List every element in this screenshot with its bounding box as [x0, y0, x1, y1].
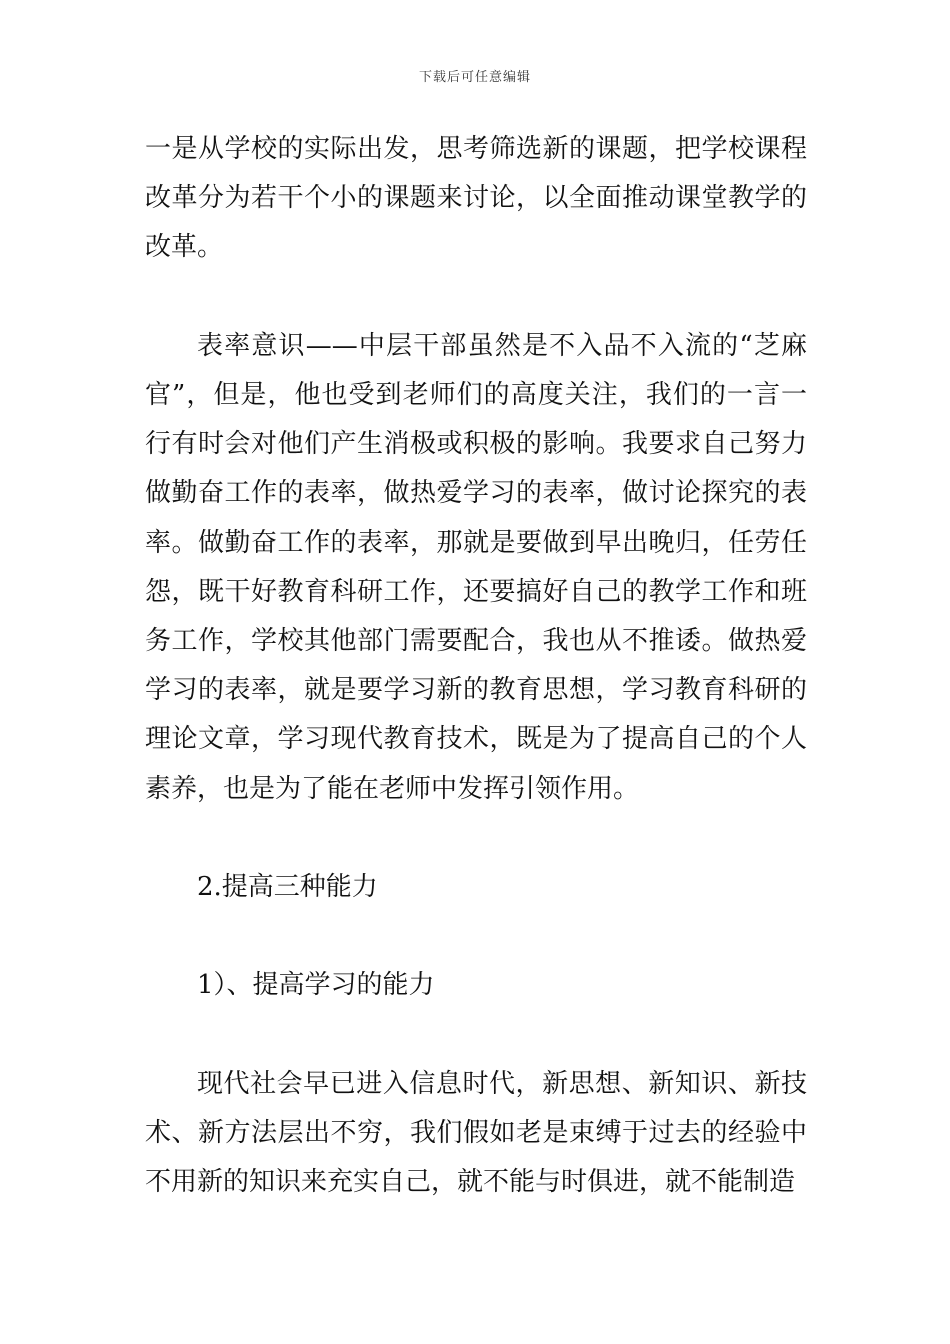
- paragraph-gap: [145, 1011, 807, 1060]
- page-header: 下载后可任意编辑: [418, 70, 531, 85]
- subsection-heading: 1）、提高学习的能力: [197, 970, 435, 1001]
- paragraph-1: 一是从学校的实际出发，思考筛选新的课题，把学校课程改革分为若干个小的课题来讨论，以全面推动课堂教学的改革。: [145, 134, 807, 263]
- paragraph-2: 表率意识——中层干部虽然是不入品不入流的“芝麻官”，但是，他也受到老师们的高度关注，我们的一言一行有时会对他们产生消极或积极的影响。我要求自己努力做勤奋工作的表率，做热爱学习的表率，做讨论探究的表率。做勤奋工作的表率，那就是要做到早出晚归，任劳任怨，既干好教育科研工作，还要搞好自己的教学工作和班务工作，学校其他部门需要配合，我也从不推诿。做热爱学习的表率，就是要学习新的教育思想，学习教育科研的理论文章，学习现代教育技术，既是为了提高自己的个人素养，也是为了能在老师中发挥引领作用。: [145, 330, 807, 804]
- paragraph-gap: [145, 273, 807, 322]
- paragraph-gap: [145, 814, 807, 863]
- paragraph-gap: [145, 912, 807, 961]
- document-body: [145, 125, 807, 1207]
- section-heading: 2.提高三种能力: [197, 872, 378, 903]
- paragraph-3: 现代社会早已进入信息时代，新思想、新知识、新技术、新方法层出不穷，我们假如老是束缚于过去的经验中不用新的知识来充实自己，就不能与时俱进，就不能制造: [145, 1068, 807, 1198]
